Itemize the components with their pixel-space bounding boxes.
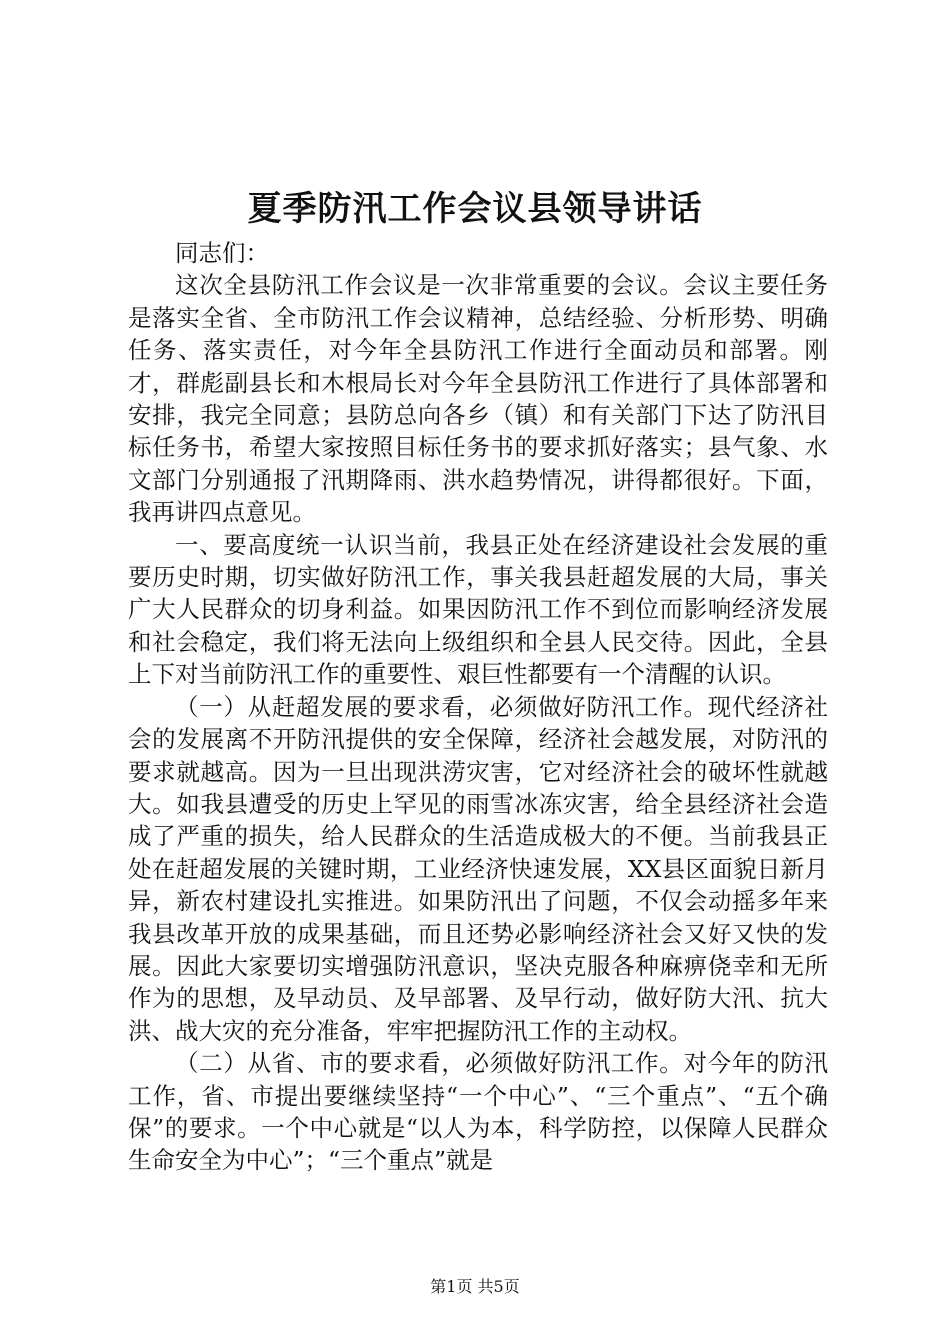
section-one-paragraph: 一、要高度统一认识当前，我县正处在经济建设社会发展的重要历史时期，切实做好防汛工作，事关我县赶超发展的大局，事关广大人民群众的切身利益。如果因防汛工作不到位而影响经济发展和社会稳定，我们将无法向上级组织和全县人民交待。因此，全县上下对当前防汛工作的重要性、艰巨性都要有一个清醒的认识。 xyxy=(128,530,828,689)
subsection-two-paragraph: （二）从省、市的要求看，必须做好防汛工作。对今年的防汛工作，省、市提出要继续坚持“一个中心”、“三个重点”、“五个确保”的要求。一个中心就是“以人为本，科学防控，以保障人民群众生命安全为中心”；“三个重点”就是 xyxy=(128,1049,828,1175)
document-body xyxy=(128,237,828,1177)
page-number-footer: 第1页 共5页 xyxy=(430,1277,520,1296)
document-title: 夏季防汛工作会议县领导讲话 xyxy=(247,189,703,229)
salutation-paragraph: 同志们： xyxy=(175,239,269,267)
subsection-one-paragraph: （一）从赶超发展的要求看，必须做好防汛工作。现代经济社会的发展离不开防汛提供的安全保障，经济社会越发展，对防汛的要求就越高。因为一旦出现洪涝灾害，它对经济社会的破坏性就越大。如我县遭受的历史上罕见的雨雪冰冻灾害，给全县经济社会造成了严重的损失，给人民群众的生活造成极大的不便。当前我县正处在赶超发展的关键时期，工业经济快速发展，XX县区面貌日新月异，新农村建设扎实推进。如果防汛出了问题，不仅会动摇多年来我县改革开放的成果基础，而且还势必影响经济社会又好又快的发展。因此大家要切实增强防汛意识，坚决克服各种麻痹侥幸和无所作为的思想，及早动员、及早部署、及早行动，做好防大汛、抗大洪、战大灾的充分准备，牢牢把握防汛工作的主动权。 xyxy=(128,692,828,1045)
intro-paragraph: 这次全县防汛工作会议是一次非常重要的会议。会议主要任务是落实全省、全市防汛工作会议精神，总结经验、分析形势、明确任务、落实责任，对今年全县防汛工作进行全面动员和部署。刚才，群彪副县长和木根局长对今年全县防汛工作进行了具体部署和安排，我完全同意；县防总向各乡（镇）和有关部门下达了防汛目标任务书，希望大家按照目标任务书的要求抓好落实；县气象、水文部门分别通报了汛期降雨、洪水趋势情况，讲得都很好。下面，我再讲四点意见。 xyxy=(128,271,828,527)
